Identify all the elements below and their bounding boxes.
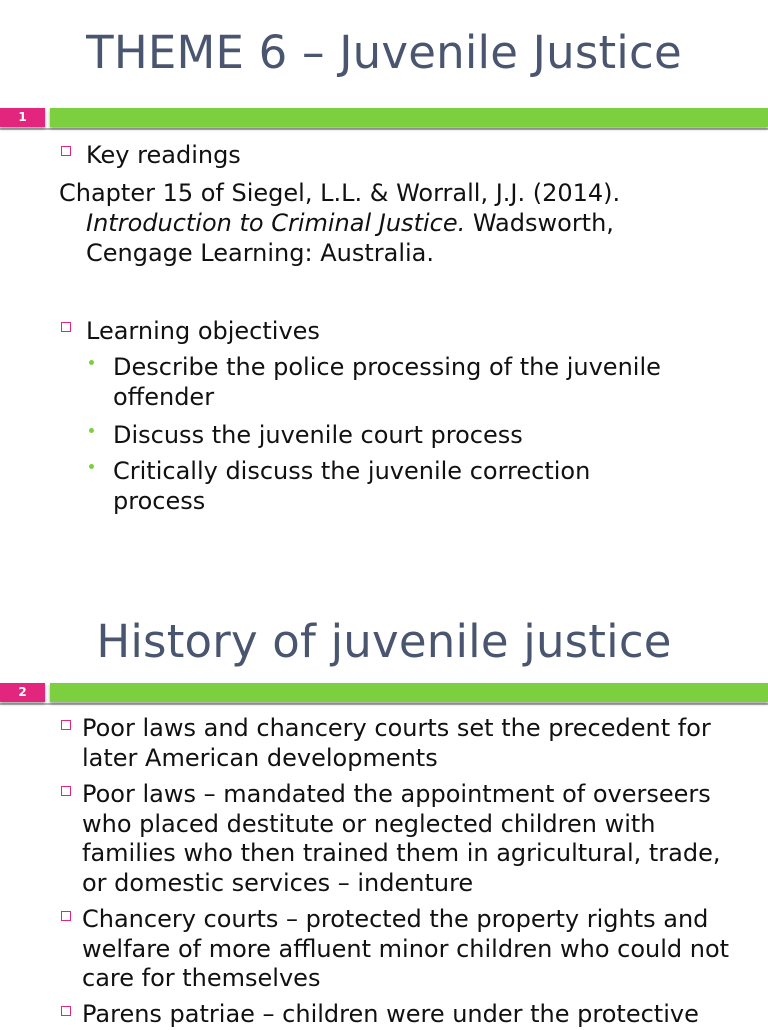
citation-book-title: Introduction to Criminal Justice. [86, 209, 466, 237]
dot-bullet-icon [89, 428, 94, 433]
objective-item [113, 456, 673, 516]
citation-line-2 [86, 208, 756, 238]
history-bullet [82, 714, 732, 773]
bullet-text: Poor laws – mandated the appointment of overseers who placed destitute or neglected children with families who then trained them in agricultural, trade, or domestic services – indenture [82, 780, 721, 897]
dot-bullet-icon [89, 464, 94, 469]
square-bullet-icon [61, 720, 71, 730]
slide-title: THEME 6 – Juvenile Justice [86, 26, 682, 79]
bullet-text: Parens patriae – children were under the protective [82, 1000, 699, 1028]
history-bullet [82, 1000, 732, 1030]
history-bullet [82, 780, 732, 898]
square-bullet-icon [61, 1006, 71, 1016]
bullet-text: Learning objectives [86, 317, 320, 345]
history-bullet [82, 905, 732, 994]
square-bullet-icon [61, 322, 71, 332]
slide-2 [0, 580, 768, 1028]
square-bullet-icon [61, 146, 71, 156]
divider-shadow-line [0, 703, 768, 705]
slide-number-badge: 1 [0, 108, 45, 127]
objective-item [113, 352, 723, 412]
divider-shadow-line [0, 128, 768, 130]
bullet-text: Chancery courts – protected the property rights and welfare of more affluent minor children who could not care for themselves [82, 905, 730, 992]
square-bullet-icon [61, 786, 71, 796]
bullet-text: Key readings [86, 141, 241, 169]
square-bullet-icon [61, 911, 71, 921]
divider-green-bar [50, 108, 768, 127]
bullet-text: Poor laws and chancery courts set the precedent for later American developments [82, 714, 711, 772]
slide-title: History of juvenile justice [96, 615, 672, 668]
bullet-key-readings [86, 140, 746, 170]
divider-green-bar [50, 683, 768, 702]
objective-text: Critically discuss the juvenile correction process [113, 457, 591, 515]
objective-item [113, 420, 723, 450]
objective-text: Describe the police processing of the juvenile offender [113, 353, 661, 411]
title-divider-bar [0, 681, 768, 707]
citation-line-1: Chapter 15 of Siegel, L.L. & Worrall, J.J. (2014). [59, 179, 621, 207]
slide-number-badge: 2 [0, 683, 45, 702]
bullet-learning-objectives [86, 316, 746, 346]
dot-bullet-icon [89, 360, 94, 365]
title-divider-bar [0, 106, 768, 132]
citation-line-3: Cengage Learning: Australia. [86, 239, 434, 267]
citation-publisher: Wadsworth, [465, 209, 614, 237]
objective-text: Discuss the juvenile court process [113, 421, 523, 449]
